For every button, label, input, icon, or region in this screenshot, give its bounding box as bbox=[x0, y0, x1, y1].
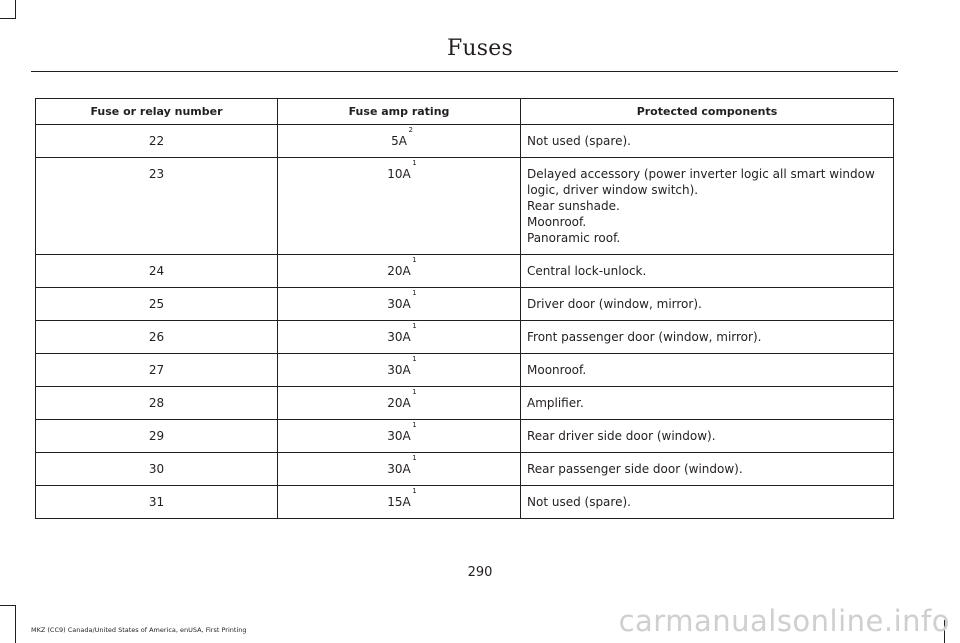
table-row bbox=[36, 486, 894, 519]
footnote-marker: 1 bbox=[412, 289, 417, 297]
fuse-table-body bbox=[36, 125, 894, 519]
column-header-protected-components: Protected components bbox=[521, 99, 894, 125]
amp-rating: 30A bbox=[387, 363, 411, 377]
fuse-table bbox=[35, 98, 894, 519]
amp-rating-wrapper bbox=[387, 289, 417, 311]
table-row bbox=[36, 321, 894, 354]
amp-rating-wrapper bbox=[387, 322, 417, 344]
table-row bbox=[36, 387, 894, 420]
component-line: logic, driver window switch). bbox=[527, 183, 699, 197]
column-header-fuse-number: Fuse or relay number bbox=[36, 99, 278, 125]
protected-components-cell bbox=[521, 453, 894, 486]
fuse-amp-cell bbox=[278, 387, 521, 420]
component-line: Amplifier. bbox=[527, 396, 584, 410]
fuse-amp-cell bbox=[278, 486, 521, 519]
protected-components-cell bbox=[521, 255, 894, 288]
fuse-number-cell: 25 bbox=[36, 288, 278, 321]
component-line: Rear driver side door (window). bbox=[527, 429, 716, 443]
fuse-amp-cell bbox=[278, 321, 521, 354]
component-line: Driver door (window, mirror). bbox=[527, 297, 702, 311]
footnote-marker: 1 bbox=[412, 454, 417, 462]
fuse-number-cell: 23 bbox=[36, 158, 278, 255]
protected-components-cell bbox=[521, 354, 894, 387]
protected-components-cell bbox=[521, 288, 894, 321]
table-row bbox=[36, 158, 894, 255]
page-title: Fuses bbox=[446, 36, 514, 61]
crop-mark-bottom-left-horizontal bbox=[0, 605, 16, 606]
amp-rating-wrapper bbox=[387, 388, 417, 410]
protected-components-cell bbox=[521, 387, 894, 420]
protected-components-cell bbox=[521, 486, 894, 519]
amp-rating-wrapper bbox=[387, 454, 417, 476]
amp-rating: 30A bbox=[387, 297, 411, 311]
fuse-number-cell: 26 bbox=[36, 321, 278, 354]
table-row bbox=[36, 125, 894, 158]
footnote-marker: 1 bbox=[412, 421, 417, 429]
protected-components-cell bbox=[521, 158, 894, 255]
watermark: carmanualsonline.info bbox=[618, 604, 950, 638]
fuse-number-cell: 24 bbox=[36, 255, 278, 288]
component-line: Moonroof. bbox=[527, 215, 587, 229]
component-line: Not used (spare). bbox=[527, 134, 631, 148]
footnote-marker: 1 bbox=[412, 487, 417, 495]
amp-rating: 5A bbox=[391, 134, 407, 148]
table-row bbox=[36, 453, 894, 486]
page-number: 290 bbox=[467, 565, 493, 580]
table-row bbox=[36, 354, 894, 387]
footnote-marker: 1 bbox=[412, 355, 417, 363]
fuse-amp-cell bbox=[278, 288, 521, 321]
crop-mark-top-left-vertical bbox=[15, 0, 16, 18]
edition-footer: MKZ (CC9) Canada/United States of America, enUSA, First Printing bbox=[31, 626, 247, 634]
column-header-amp-rating: Fuse amp rating bbox=[278, 99, 521, 125]
component-line: Not used (spare). bbox=[527, 495, 631, 509]
amp-rating-wrapper bbox=[391, 126, 413, 148]
crop-mark-top-left-horizontal bbox=[0, 18, 16, 19]
fuse-amp-cell bbox=[278, 453, 521, 486]
amp-rating: 10A bbox=[387, 167, 411, 181]
fuse-number-cell: 29 bbox=[36, 420, 278, 453]
component-line: Delayed accessory (power inverter logic all smart window bbox=[527, 167, 875, 181]
table-header-row bbox=[36, 99, 894, 125]
amp-rating: 20A bbox=[387, 264, 411, 278]
amp-rating: 20A bbox=[387, 396, 411, 410]
footnote-marker: 2 bbox=[408, 126, 413, 134]
amp-rating-wrapper bbox=[387, 256, 417, 278]
amp-rating: 15A bbox=[387, 495, 411, 509]
amp-rating: 30A bbox=[387, 429, 411, 443]
footnote-marker: 1 bbox=[412, 388, 417, 396]
component-line: Moonroof. bbox=[527, 363, 587, 377]
fuse-number-cell: 22 bbox=[36, 125, 278, 158]
fuse-number-cell: 28 bbox=[36, 387, 278, 420]
component-line: Panoramic roof. bbox=[527, 231, 621, 245]
protected-components-cell bbox=[521, 125, 894, 158]
amp-rating-wrapper bbox=[387, 421, 417, 443]
table-row bbox=[36, 288, 894, 321]
amp-rating: 30A bbox=[387, 462, 411, 476]
table-row bbox=[36, 420, 894, 453]
amp-rating-wrapper bbox=[387, 487, 417, 509]
amp-rating-wrapper bbox=[387, 159, 417, 181]
fuse-amp-cell bbox=[278, 255, 521, 288]
crop-mark-bottom-left-vertical bbox=[15, 605, 16, 643]
fuse-amp-cell bbox=[278, 158, 521, 255]
component-line: Front passenger door (window, mirror). bbox=[527, 330, 762, 344]
table-row bbox=[36, 255, 894, 288]
amp-rating: 30A bbox=[387, 330, 411, 344]
footnote-marker: 1 bbox=[412, 322, 417, 330]
footnote-marker: 1 bbox=[412, 159, 417, 167]
component-line: Central lock-unlock. bbox=[527, 264, 647, 278]
amp-rating-wrapper bbox=[387, 355, 417, 377]
fuse-amp-cell bbox=[278, 420, 521, 453]
fuse-number-cell: 30 bbox=[36, 453, 278, 486]
component-line: Rear sunshade. bbox=[527, 199, 620, 213]
fuse-amp-cell bbox=[278, 354, 521, 387]
fuse-amp-cell bbox=[278, 125, 521, 158]
fuse-number-cell: 31 bbox=[36, 486, 278, 519]
fuse-number-cell: 27 bbox=[36, 354, 278, 387]
protected-components-cell bbox=[521, 420, 894, 453]
component-line: Rear passenger side door (window). bbox=[527, 462, 743, 476]
footnote-marker: 1 bbox=[412, 256, 417, 264]
protected-components-cell bbox=[521, 321, 894, 354]
header-divider bbox=[31, 71, 898, 72]
